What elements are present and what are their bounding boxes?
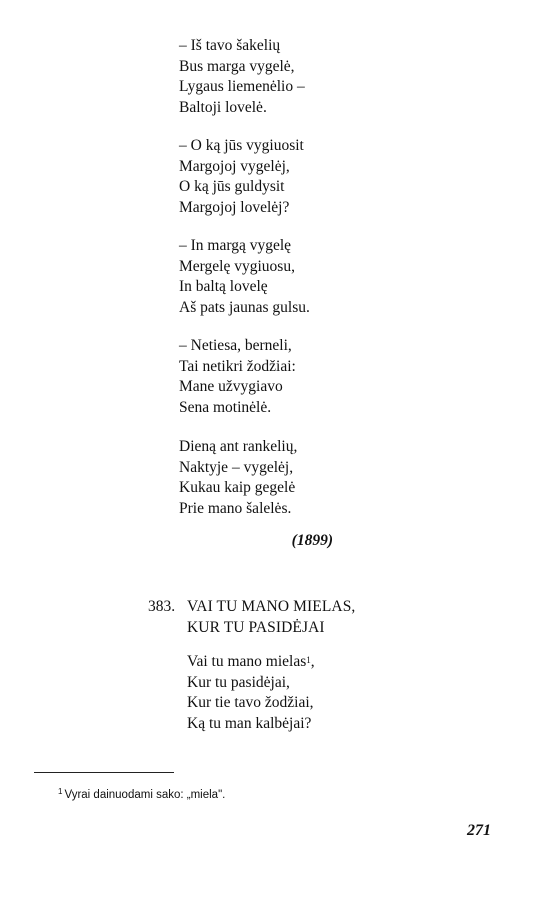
verse-line: Prie mano šalelės. [179,499,292,517]
verse-line: Naktyje – vygelėj, [179,458,294,476]
verse-line: Mane užvygiavo [179,378,283,395]
verse-line: Ką tu man kalbėjai? [187,714,312,732]
song-date: (1899) [291,532,333,549]
stanza-3 [179,236,310,318]
verse-punctuation: , [310,653,315,670]
stanza-2 [179,136,304,218]
verse-line: – Netiesa, berneli, [179,337,292,354]
stanza-song-383 [187,652,315,734]
page-number: 271 [467,822,491,839]
song-number: 383. [148,598,176,615]
verse-line: Aš pats jaunas gulsu. [179,298,310,316]
stanza-4 [179,336,296,418]
stanza-1 [179,36,305,118]
verse-text: Vai tu mano mielas [187,653,307,670]
footnote-reference[interactable]: 1 [306,655,311,665]
verse-line [187,652,315,673]
stanza-5 [179,437,297,519]
verse-line: Kur tu pasidėjai, [187,673,290,691]
verse-line: Bus marga vygelė, [179,57,295,75]
verse-line: Margojoj vygelėj, [179,157,290,175]
verse-line: – O ką jūs vygiuosit [179,137,304,154]
verse-line: – In margą vygelę [179,237,292,254]
verse-line: Dieną ant rankelių, [179,438,298,455]
verse-line: – Iš tavo šakelių [179,37,281,54]
verse-line: Kukau kaip gegelė [179,479,296,496]
song-title [187,597,355,638]
footnote [58,789,225,801]
footnote-mark: 1 [58,787,63,796]
song-title-line: KUR TU PASIDĖJAI [187,618,325,636]
verse-line: Mergelę vygiuosu, [179,257,295,275]
verse-line: Lygaus liemenėlio – [179,78,305,95]
footnote-text: Vyrai dainuodami sako: „miela". [64,789,226,801]
verse-line: Sena motinėlė. [179,398,272,416]
verse-line: Baltoji lovelė. [179,98,267,116]
song-title-line: VAI TU MANO MIELAS, [187,598,356,615]
verse-line: Kur tie tavo žodžiai, [187,694,314,711]
footnote-divider [34,772,174,773]
verse-line: Margojoj lovelėj? [179,198,290,216]
verse-line: In baltą lovelę [179,278,268,295]
verse-line: O ką jūs guldysit [179,178,285,195]
verse-line: Tai netikri žodžiai: [179,357,296,375]
